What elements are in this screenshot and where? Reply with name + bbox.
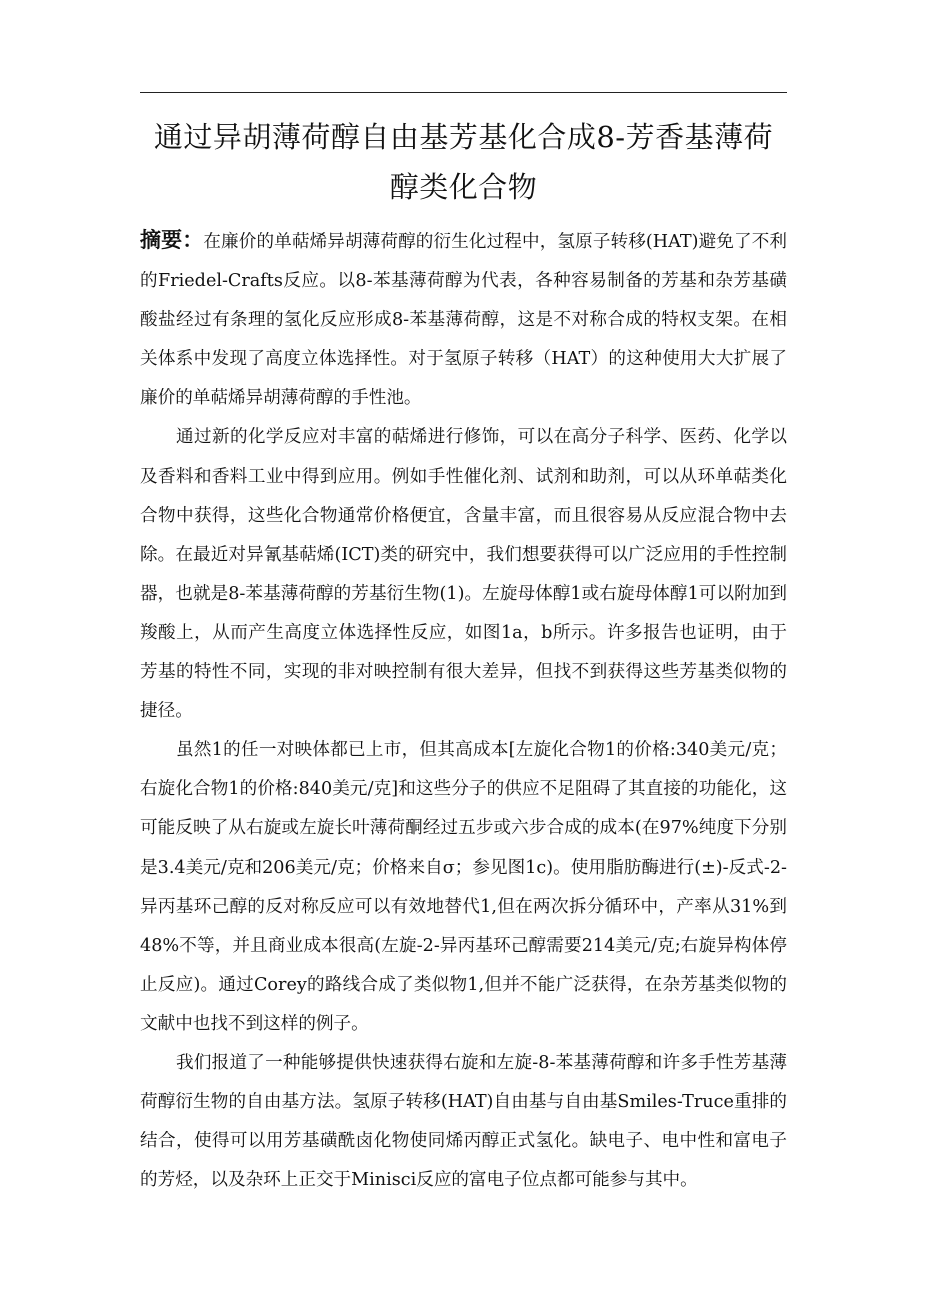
body-paragraph-2: 虽然1的任一对映体都已上市，但其高成本[左旋化合物1的价格:340美元/克；右旋化合物1的价格:840美元/克]和这些分子的供应不足阻碍了其直接的功能化，这可能反映了从右旋或左旋长叶薄荷酮经过五步或六步合成的成本(在97%纯度下分别是3.4美元/克和206美元/克；价格来自σ；参见图1c)。使用脂肪酶进行(±)-反式-2-异丙基环己醇的反对称反应可以有效地替代1,但在两次拆分循环中，产率从31%到48%不等，并且商业成本很高(左旋-2-异丙基环己醇需要214美元/克;右旋异构体停止反应)。通过Corey的路线合成了类似物1,但并不能广泛获得，在杂芳基类似物的文献中也找不到这样的例子。 bbox=[140, 740, 787, 1034]
header-rule bbox=[140, 92, 787, 93]
body-paragraph-1: 通过新的化学反应对丰富的萜烯进行修饰，可以在高分子科学、医药、化学以及香料和香料工业中得到应用。例如手性催化剂、试剂和助剂，可以从环单萜类化合物中获得，这些化合物通常价格便宜，含量丰富，而且很容易从反应混合物中去除。在最近对异氰基萜烯(ICT)类的研究中，我们想要获得可以广泛应用的手性控制器，也就是8-苯基薄荷醇的芳基衍生物(1)。左旋母体醇1或右旋母体醇1可以附加到羧酸上，从而产生高度立体选择性反应，如图1a，b所示。许多报告也证明，由于芳基的特性不同，实现的非对映控制有很大差异，但找不到获得这些芳基类似物的捷径。 bbox=[140, 427, 787, 722]
body-paragraph-3: 我们报道了一种能够提供快速获得右旋和左旋-8-苯基薄荷醇和许多手性芳基薄荷醇衍生物的自由基方法。氢原子转移(HAT)自由基与自由基Smiles-Truce重排的结合，使得可以用芳基磺酰卤化物使同烯丙醇正式氢化。缺电子、电中性和富电子的芳烃，以及杂环上正交于Minisci反应的富电子位点都可能参与其中。 bbox=[140, 1052, 787, 1191]
document-title: 通过异胡薄荷醇自由基芳基化合成8-芳香基薄荷醇类化合物 bbox=[153, 120, 774, 204]
abstract-text: 在廉价的单萜烯异胡薄荷醇的衍生化过程中，氢原子转移(HAT)避免了不利的Friedel-Crafts反应。以8-苯基薄荷醇为代表，各种容易制备的芳基和杂芳基磺酸盐经过有条理的氢化反应形成8-苯基薄荷醇，这是不对称合成的特权支架。在相关体系中发现了高度立体选择性。对于氢原子转移（HAT）的这种使用大大扩展了廉价的单萜烯异胡薄荷醇的手性池。 bbox=[140, 232, 788, 409]
abstract-paragraph bbox=[140, 221, 787, 418]
document-body bbox=[140, 221, 787, 1200]
abstract-label: 摘要： bbox=[140, 228, 204, 252]
